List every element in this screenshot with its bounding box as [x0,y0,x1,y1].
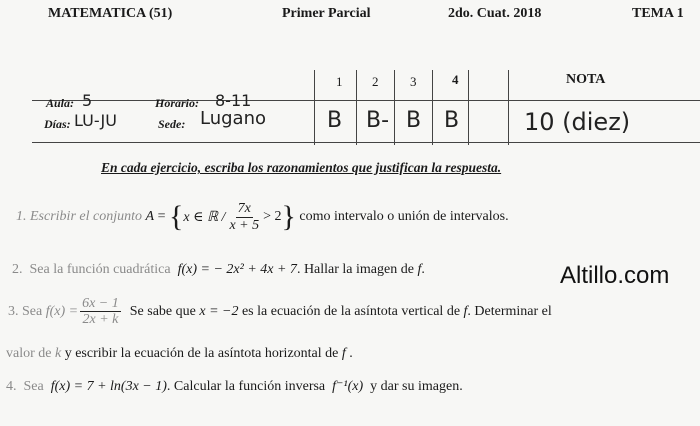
horario-label: Horario: [155,96,200,110]
exercise-3-numerator: 6x − 1 [82,296,119,311]
exercise-1-numerator: 7x [237,201,251,217]
tema-label: TEMA 1 [632,6,684,21]
exercise-3-line-2 [6,346,353,362]
exercise-4-prefix: Sea [23,379,44,394]
grade-value-2: B- [366,108,390,133]
grade-col-1: 1 [336,74,343,89]
exercise-3-line2-suffix: y escribir la ecuación de la asíntota horizontal de [64,346,339,361]
exercise-2-end: . [421,262,425,277]
horario-value: 8-11 [215,91,252,110]
watermark-logo: Altillo.com [560,262,670,289]
exercise-4-suffix: y dar su imagen. [370,379,463,394]
exercise-2-prefix: Sea la función cuadrática [29,262,171,277]
exercise-4 [6,378,463,395]
exercise-4-number: 4. [6,379,17,394]
exercise-3-end: . Determinar el [467,303,552,319]
exercise-1-prefix: Escribir el conjunto [30,209,142,224]
exam-title: Primer Parcial [282,6,371,21]
exercise-3-denominator: 2x + k [82,312,119,328]
exercise-3-func-lhs: f(x) = [45,303,79,319]
exercise-2 [12,262,425,278]
exercise-1: 1. Escribir el conjunto A = { x ∈ ℝ / $\frac{7x}{x + 5}$ > 2 } como intervalo o unión de intervalos. [16,200,509,233]
exercise-1-denominator: x + 5 [229,217,260,233]
exercise-1-inequality: > 2 [263,209,282,224]
grade-col-4: 4 [452,72,459,87]
exercise-2-suffix: . Hallar la imagen de [296,262,414,277]
exercise-1-condition: x ∈ ℝ / [183,209,226,225]
dias-value: LU-JU [74,111,117,130]
exercise-2-function: f(x) = − 2x² + 4x + 7 [177,262,297,277]
exercise-3 [8,296,552,328]
exercise-3-middle: Se sabe que [129,303,196,319]
grade-value-3: B [406,108,422,133]
exercise-2-var: f [417,262,422,277]
nota-label: NOTA [566,72,606,87]
exercise-3-suffix: es la ecuación de la asíntota vertical de [241,303,461,319]
exercise-2-number: 2. [12,262,23,277]
term-label: 2do. Cuat. 2018 [448,6,542,21]
dias-label: Días: [44,117,71,131]
nota-value: 10 (diez) [524,108,631,136]
aula-value: 5 [82,91,93,110]
instructions: En cada ejercicio, escriba los razonamientos que justifican la respuesta. [101,160,502,175]
course-title: MATEMATICA (51) [48,6,173,21]
exercise-3-var: f [463,303,468,319]
exercise-3-line2-var: f [341,346,346,361]
sede-label: Sede: [158,117,186,131]
grade-value-1: B [327,108,343,133]
exercise-1-set-var: A [145,209,155,224]
exercise-1-suffix: como intervalo o unión de intervalos. [299,209,509,224]
exercise-1-fraction [227,201,261,233]
exercise-3-eq: x = −2 [199,303,239,319]
exercise-4-inverse: f⁻¹(x) [332,379,364,394]
exercise-3-fraction [80,296,121,328]
exercise-1-number: 1. [16,209,27,224]
grade-value-4: B [444,108,460,133]
exercise-4-function: f(x) = 7 + ln(3x − 1) [50,379,167,394]
exercise-3-line2-end: . [349,346,353,361]
aula-label: Aula: [46,96,75,110]
grade-col-3: 3 [410,74,417,89]
exercise-3-prefix: Sea [22,303,43,319]
exercise-3-line2-prefix: valor de [6,346,52,361]
grade-col-2: 2 [372,74,379,89]
exercise-3-k: k [54,346,62,361]
sede-value: Lugano [200,108,266,129]
exercise-3-number: 3. [8,303,19,319]
exercise-4-middle: . Calcular la función inversa [166,379,326,394]
